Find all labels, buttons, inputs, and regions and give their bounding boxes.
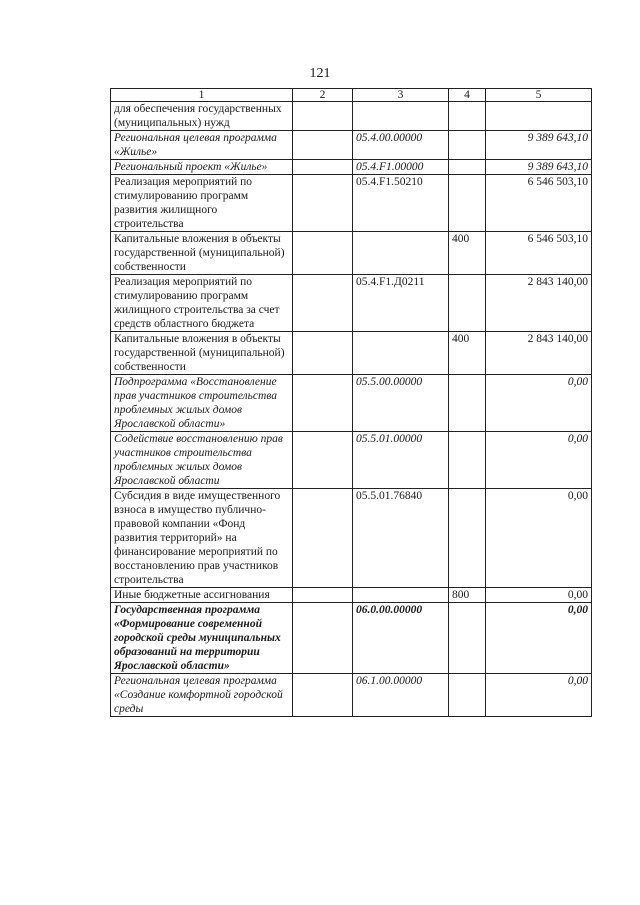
row-code-cell: 06.0.00.00000 — [353, 603, 449, 674]
table-row — [111, 489, 592, 588]
row-type-cell — [449, 131, 486, 160]
table-body — [111, 102, 592, 717]
row-name-cell: Реализация мероприятий по стимулированию программ жилищного строительства за счет средств областного бюджета — [111, 275, 293, 332]
budget-table — [110, 88, 592, 717]
row-type-cell — [449, 275, 486, 332]
header-col-5: 5 — [486, 89, 592, 102]
row-code-cell — [353, 332, 449, 375]
row-type-cell — [449, 175, 486, 232]
row-code-cell: 05.4.F1.50210 — [353, 175, 449, 232]
table-row — [111, 232, 592, 275]
row-amount-cell — [486, 102, 592, 131]
row-name-cell: для обеспечения государственных (муниципальных) нужд — [111, 102, 293, 131]
row-name-cell: Государственная программа «Формирование современной городской среды муниципальных образований на территории Ярославской области» — [111, 603, 293, 674]
row-type-cell — [449, 603, 486, 674]
row-type-cell: 400 — [449, 232, 486, 275]
table-row — [111, 102, 592, 131]
row-col2-cell — [293, 102, 353, 131]
row-code-cell — [353, 232, 449, 275]
header-col-1: 1 — [111, 89, 293, 102]
row-name-cell: Региональная целевая программа «Жилье» — [111, 131, 293, 160]
row-amount-cell: 9 389 643,10 — [486, 160, 592, 175]
header-col-3: 3 — [353, 89, 449, 102]
row-type-cell — [449, 674, 486, 717]
header-col-4: 4 — [449, 89, 486, 102]
row-type-cell — [449, 160, 486, 175]
table-row — [111, 160, 592, 175]
row-code-cell — [353, 588, 449, 603]
row-type-cell — [449, 375, 486, 432]
row-type-cell — [449, 102, 486, 131]
table-row — [111, 588, 592, 603]
row-type-cell — [449, 432, 486, 489]
row-name-cell: Субсидия в виде имущественного взноса в имущество публично-правовой компании «Фонд развития территорий» на финансирование мероприятий по восстановлению прав участников строительства — [111, 489, 293, 588]
row-code-cell: 06.1.00.00000 — [353, 674, 449, 717]
row-code-cell: 05.5.01.00000 — [353, 432, 449, 489]
row-col2-cell — [293, 603, 353, 674]
page-number: 121 — [309, 66, 331, 81]
table-header-row — [111, 89, 592, 102]
row-col2-cell — [293, 160, 353, 175]
row-amount-cell: 2 843 140,00 — [486, 332, 592, 375]
row-amount-cell: 9 389 643,10 — [486, 131, 592, 160]
table-row — [111, 275, 592, 332]
header-col-2: 2 — [293, 89, 353, 102]
row-type-cell: 400 — [449, 332, 486, 375]
row-amount-cell: 2 843 140,00 — [486, 275, 592, 332]
row-code-cell: 05.4.00.00000 — [353, 131, 449, 160]
row-name-cell: Реализация мероприятий по стимулированию программ развития жилищного строительства — [111, 175, 293, 232]
row-code-cell — [353, 102, 449, 131]
row-name-cell: Региональный проект «Жилье» — [111, 160, 293, 175]
row-col2-cell — [293, 588, 353, 603]
row-amount-cell: 0,00 — [486, 432, 592, 489]
row-name-cell: Капитальные вложения в объекты государственной (муниципальной) собственности — [111, 332, 293, 375]
row-name-cell: Содействие восстановлению прав участников строительства проблемных жилых домов Ярославской области — [111, 432, 293, 489]
row-code-cell: 05.4.F1.Д0211 — [353, 275, 449, 332]
row-type-cell — [449, 489, 486, 588]
row-amount-cell: 6 546 503,10 — [486, 175, 592, 232]
table-row — [111, 131, 592, 160]
table-row — [111, 674, 592, 717]
table-row — [111, 332, 592, 375]
row-col2-cell — [293, 175, 353, 232]
row-col2-cell — [293, 131, 353, 160]
row-col2-cell — [293, 232, 353, 275]
row-col2-cell — [293, 332, 353, 375]
row-amount-cell: 6 546 503,10 — [486, 232, 592, 275]
row-col2-cell — [293, 489, 353, 588]
table-row — [111, 432, 592, 489]
row-amount-cell: 0,00 — [486, 588, 592, 603]
row-col2-cell — [293, 432, 353, 489]
row-code-cell: 05.4.F1.00000 — [353, 160, 449, 175]
row-col2-cell — [293, 674, 353, 717]
row-amount-cell: 0,00 — [486, 489, 592, 588]
row-name-cell: Региональная целевая программа «Создание комфортной городской среды — [111, 674, 293, 717]
row-name-cell: Капитальные вложения в объекты государственной (муниципальной) собственности — [111, 232, 293, 275]
row-amount-cell: 0,00 — [486, 603, 592, 674]
table-row — [111, 375, 592, 432]
row-col2-cell — [293, 375, 353, 432]
table-row — [111, 175, 592, 232]
row-col2-cell — [293, 275, 353, 332]
row-amount-cell: 0,00 — [486, 375, 592, 432]
table-row — [111, 603, 592, 674]
row-type-cell: 800 — [449, 588, 486, 603]
row-code-cell: 05.5.01.76840 — [353, 489, 449, 588]
row-code-cell: 05.5.00.00000 — [353, 375, 449, 432]
row-amount-cell: 0,00 — [486, 674, 592, 717]
row-name-cell: Иные бюджетные ассигнования — [111, 588, 293, 603]
row-name-cell: Подпрограмма «Восстановление прав участников строительства проблемных жилых домов Ярославской области» — [111, 375, 293, 432]
